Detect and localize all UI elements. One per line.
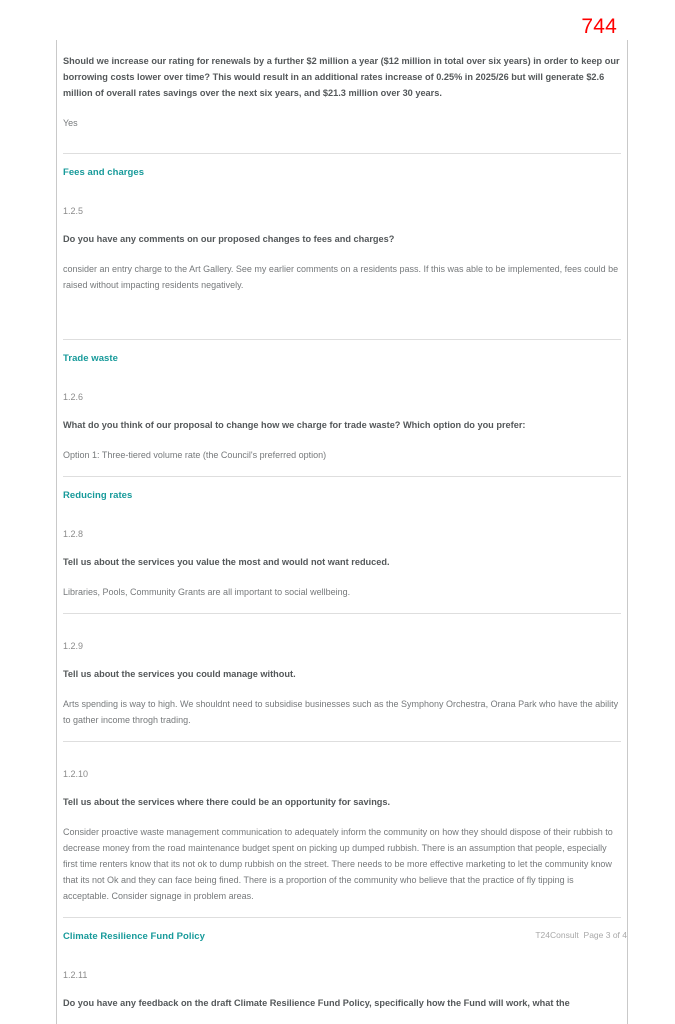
question-number: 1.2.8 [63,529,84,539]
section-heading-trade-waste: Trade waste [63,353,118,364]
spacer [57,728,627,741]
section-heading-reducing-rates: Reducing rates [63,490,133,501]
question-number: 1.2.9 [63,641,84,651]
spacer [57,1011,627,1024]
question-number: 1.2.6 [63,392,84,402]
submission-number-stamp: 744 [581,15,617,38]
section-heading-climate-resilience-fund-policy: Climate Resilience Fund Policy [63,931,205,942]
question-text: Tell us about the services you value the most and would not want reduced. [63,557,390,567]
page-footer: T24Consult Page 3 of 4 [535,930,627,940]
spacer [57,904,627,917]
section-heading-fees-and-charges: Fees and charges [63,167,145,178]
question-text: Tell us about the services you could manage without. [63,669,296,679]
spacer [57,131,627,153]
answer-text: Libraries, Pools, Community Grants are all important to social wellbeing. [63,587,351,597]
document-content-column [56,40,628,1024]
intro-answer-text: Yes [63,118,78,128]
question-number: 1.2.10 [63,769,89,779]
spacer [57,600,627,613]
question-text: What do you think of our proposal to change how we charge for trade waste? Which option do you prefer: [63,420,526,430]
answer-text: consider an entry charge to the Art Gallery. See my earlier comments on a residents pass. If this was able to be implemented, fees could be raised without impacting residents negatively. [63,264,619,290]
answer-text: Option 1: Three-tiered volume rate (the Council's preferred option) [63,450,327,460]
spacer [57,463,627,476]
spacer [57,293,627,339]
question-text: Do you have any feedback on the draft Climate Resilience Fund Policy, specifically how the Fund will work, what the [63,998,570,1008]
answer-text: Arts spending is way to high. We shouldnt need to subsidise businesses such as the Symphony Orchestra, Orana Park who have the ability to gather income throgh trading. [63,699,619,725]
answer-text: Consider proactive waste management communication to adequately inform the community on how they should dispose of their rubbish to decrease money from the road maintenance budget spent on picking up dumped rubbish. There is an assumption that people, especially first time renters know that its not ok to dump rubbish on the street. There needs to be more effective marketing to let the community know that its not Ok and they can face being fined. There is a proportion of the community who believe that the practice of fly tipping is acceptable. Consider signage in problem areas. [63,827,613,901]
intro-question-text: Should we increase our rating for renewals by a further $2 million a year ($12 million in total over six years) in order to keep our borrowing costs lower over time? This would result in an additional rates increase of 0.25% in 2025/26 but will generate $2.6 million of overall rates savings over the next six years, and $21.3 million over 30 years. [63,56,620,98]
question-text: Do you have any comments on our proposed changes to fees and charges? [63,234,395,244]
question-number: 1.2.11 [63,970,88,980]
question-number: 1.2.5 [63,206,84,216]
question-text: Tell us about the services where there could be an opportunity for savings. [63,797,391,807]
